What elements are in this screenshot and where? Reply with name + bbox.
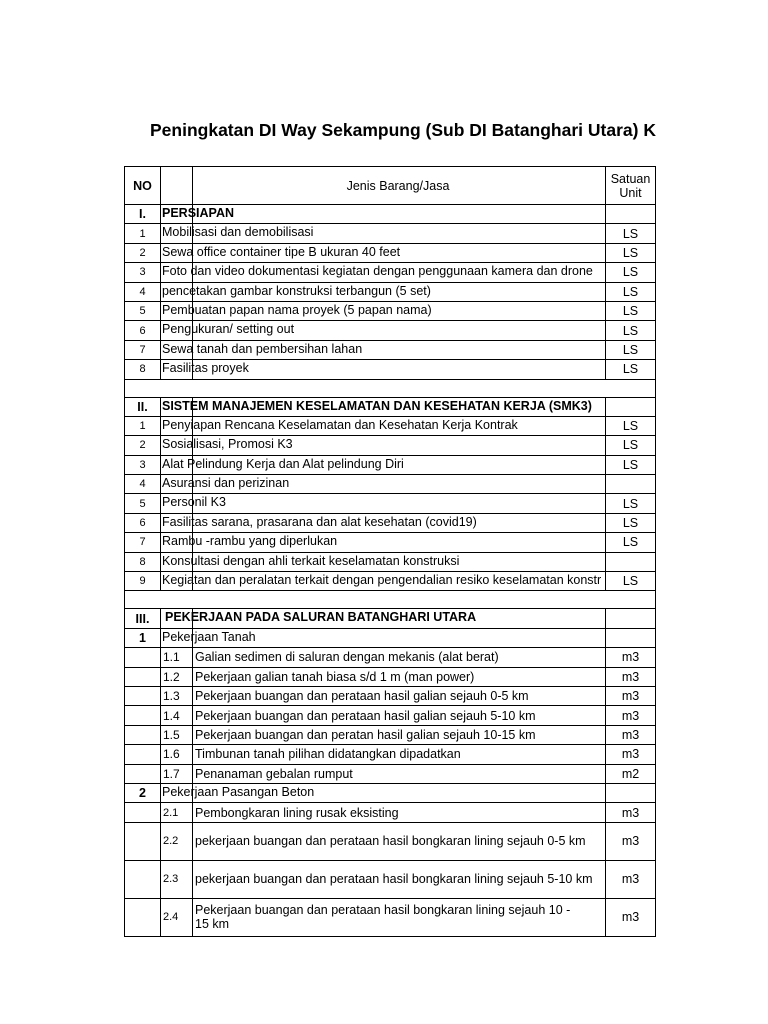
table-row [125, 513, 656, 532]
cell-empty [125, 822, 161, 860]
cell-sub-no: 2.1 [161, 803, 193, 822]
cell-empty [125, 667, 161, 686]
cell-description: Rambu -rambu yang diperlukan [193, 533, 606, 552]
header-jenis: Jenis Barang/Jasa [193, 167, 606, 205]
cell-description: Pekerjaan buangan dan peratan hasil galian sejauh 10-15 km [193, 725, 606, 744]
cell-description: Pekerjaan buangan dan perataan hasil galian sejauh 0-5 km [193, 686, 606, 705]
cell-no: 7 [125, 533, 161, 552]
cell-unit: LS [606, 494, 656, 513]
cell-no: 7 [125, 340, 161, 359]
cell-description: Pekerjaan galian tanah biasa s/d 1 m (man power) [193, 667, 606, 686]
cell-sub-no: 1.4 [161, 706, 193, 725]
cell-description: Fasilitas proyek [193, 360, 606, 379]
cell-unit: m2 [606, 764, 656, 783]
cell-empty [125, 745, 161, 764]
cell-description: Pembuatan papan nama proyek (5 papan nama) [193, 301, 606, 320]
cell-description: Konsultasi dengan ahli terkait keselamatan konstruksi [193, 552, 606, 571]
cell-empty [125, 898, 161, 936]
table-row [125, 455, 656, 474]
table-row [125, 243, 656, 262]
cell-description: pekerjaan buangan dan perataan hasil bongkaran lining sejauh 5-10 km [193, 860, 606, 898]
table-row [125, 803, 656, 822]
cell-unit: m3 [606, 860, 656, 898]
section-label: SISTEM MANAJEMEN KESELAMATAN DAN KESEHATAN KERJA (SMK3) [193, 397, 606, 416]
cell-no: 5 [125, 301, 161, 320]
cell-empty [125, 591, 656, 609]
cell-unit: LS [606, 282, 656, 301]
section-label: PEKERJAAN PADA SALURAN BATANGHARI UTARA [193, 609, 606, 628]
table-row [125, 667, 656, 686]
cell-description: Pembongkaran lining rusak eksisting [193, 803, 606, 822]
cell-no: 6 [125, 513, 161, 532]
cell-description: Penanaman gebalan rumput [193, 764, 606, 783]
cell-description: Kegiatan dan peralatan terkait dengan pengendalian resiko keselamatan konstr [193, 572, 606, 591]
cell-description: Pekerjaan buangan dan perataan hasil bongkaran lining sejauh 10 - 15 km [193, 898, 606, 936]
cell-empty [125, 648, 161, 667]
cell-sub-no: 1.1 [161, 648, 193, 667]
cell-empty [125, 803, 161, 822]
cell-description: Foto dan video dokumentasi kegiatan dengan penggunaan kamera dan drone [193, 263, 606, 282]
table-row [125, 745, 656, 764]
cell-unit: LS [606, 263, 656, 282]
table-row [125, 822, 656, 860]
table-row [125, 494, 656, 513]
cell-empty [606, 205, 656, 224]
cell-empty [606, 397, 656, 416]
cell-unit: LS [606, 533, 656, 552]
section-no: I. [125, 205, 161, 224]
cell-unit: m3 [606, 648, 656, 667]
cell-sub-no: 1.2 [161, 667, 193, 686]
cell-description: Personil K3 [193, 494, 606, 513]
cell-no: 8 [125, 552, 161, 571]
cell-no: 4 [125, 282, 161, 301]
cell-sub-no: 1.3 [161, 686, 193, 705]
cell-sub-no: 2.4 [161, 898, 193, 936]
group-label: Pekerjaan Tanah [193, 628, 606, 647]
cell-unit: m3 [606, 725, 656, 744]
section-row [125, 397, 656, 416]
cell-empty [606, 609, 656, 628]
cell-no: 3 [125, 455, 161, 474]
cell-no: 2 [125, 243, 161, 262]
table-row [125, 648, 656, 667]
cell-unit [606, 475, 656, 494]
cell-no: 2 [125, 436, 161, 455]
section-label: PERSIAPAN [193, 205, 606, 224]
cell-unit: LS [606, 224, 656, 243]
header-sub [161, 167, 193, 205]
cell-description: Asuransi dan perizinan [193, 475, 606, 494]
cell-description: Mobilisasi dan demobilisasi [193, 224, 606, 243]
table-row [125, 860, 656, 898]
cell-empty [125, 706, 161, 725]
cell-unit: LS [606, 436, 656, 455]
cell-description: Timbunan tanah pilihan didatangkan dipadatkan [193, 745, 606, 764]
cell-unit: LS [606, 416, 656, 435]
table-row [125, 706, 656, 725]
cell-description: Pekerjaan buangan dan perataan hasil galian sejauh 5-10 km [193, 706, 606, 725]
cell-empty [606, 783, 656, 802]
cell-description: pencetakan gambar konstruksi terbangun (5 set) [193, 282, 606, 301]
cell-sub-no: 2.3 [161, 860, 193, 898]
document-title: Peningkatan DI Way Sekampung (Sub DI Batanghari Utara) K [150, 120, 656, 140]
table-row [125, 340, 656, 359]
group-row [125, 628, 656, 647]
cell-description: Sosialisasi, Promosi K3 [193, 436, 606, 455]
cell-unit: m3 [606, 667, 656, 686]
header-satuan: Satuan Unit [606, 167, 656, 205]
table-row [125, 686, 656, 705]
cell-no: 1 [125, 416, 161, 435]
cell-sub-no: 1.6 [161, 745, 193, 764]
cell-description: Alat Pelindung Kerja dan Alat pelindung Diri [193, 455, 606, 474]
cell-no: 9 [125, 572, 161, 591]
cell-unit: m3 [606, 745, 656, 764]
table-row [125, 436, 656, 455]
group-label: Pekerjaan Pasangan Beton [193, 783, 606, 802]
cell-description: Penyiapan Rencana Keselamatan dan Kesehatan Kerja Kontrak [193, 416, 606, 435]
table-row [125, 224, 656, 243]
section-row [125, 205, 656, 224]
cell-description: Galian sedimen di saluran dengan mekanis (alat berat) [193, 648, 606, 667]
cell-unit: LS [606, 243, 656, 262]
cell-no: 4 [125, 475, 161, 494]
cell-unit: LS [606, 321, 656, 340]
table-row [125, 360, 656, 379]
cell-empty [125, 860, 161, 898]
cell-sub-no: 2.2 [161, 822, 193, 860]
table-row [125, 321, 656, 340]
cell-unit [606, 552, 656, 571]
cell-empty [125, 764, 161, 783]
cell-no: 3 [125, 263, 161, 282]
cell-empty [606, 628, 656, 647]
section-row [125, 609, 656, 628]
group-row [125, 783, 656, 802]
cell-unit: LS [606, 455, 656, 474]
table-row [125, 725, 656, 744]
cell-no: 8 [125, 360, 161, 379]
cell-unit: m3 [606, 803, 656, 822]
table-row [125, 282, 656, 301]
cell-unit: LS [606, 572, 656, 591]
cell-empty [125, 379, 656, 397]
spacer-row [125, 379, 656, 397]
table-row [125, 475, 656, 494]
cell-description: pekerjaan buangan dan perataan hasil bongkaran lining sejauh 0-5 km [193, 822, 606, 860]
table-row [125, 898, 656, 936]
cell-no: 6 [125, 321, 161, 340]
cell-sub-no: 1.5 [161, 725, 193, 744]
cell-no: 2 [125, 783, 161, 802]
table-row [125, 764, 656, 783]
bill-of-quantities-table [124, 166, 656, 937]
cell-unit: LS [606, 301, 656, 320]
spacer-row [125, 591, 656, 609]
header-no: NO [125, 167, 161, 205]
cell-unit: LS [606, 340, 656, 359]
section-no: III. [125, 609, 161, 628]
cell-empty [125, 725, 161, 744]
cell-empty [125, 686, 161, 705]
cell-unit: LS [606, 513, 656, 532]
cell-unit: m3 [606, 822, 656, 860]
table-row [125, 572, 656, 591]
table-row [125, 301, 656, 320]
table-row [125, 263, 656, 282]
section-no: II. [125, 397, 161, 416]
cell-no: 1 [125, 224, 161, 243]
cell-sub-no: 1.7 [161, 764, 193, 783]
cell-description: Sewa office container tipe B ukuran 40 feet [193, 243, 606, 262]
cell-description: Sewa tanah dan pembersihan lahan [193, 340, 606, 359]
cell-unit: m3 [606, 898, 656, 936]
cell-unit: LS [606, 360, 656, 379]
cell-no: 5 [125, 494, 161, 513]
cell-description: Pengukuran/ setting out [193, 321, 606, 340]
table-header-row [125, 167, 656, 205]
cell-description: Fasilitas sarana, prasarana dan alat kesehatan (covid19) [193, 513, 606, 532]
table-row [125, 533, 656, 552]
table-row [125, 552, 656, 571]
cell-unit: m3 [606, 686, 656, 705]
table-row [125, 416, 656, 435]
cell-no: 1 [125, 628, 161, 647]
cell-unit: m3 [606, 706, 656, 725]
